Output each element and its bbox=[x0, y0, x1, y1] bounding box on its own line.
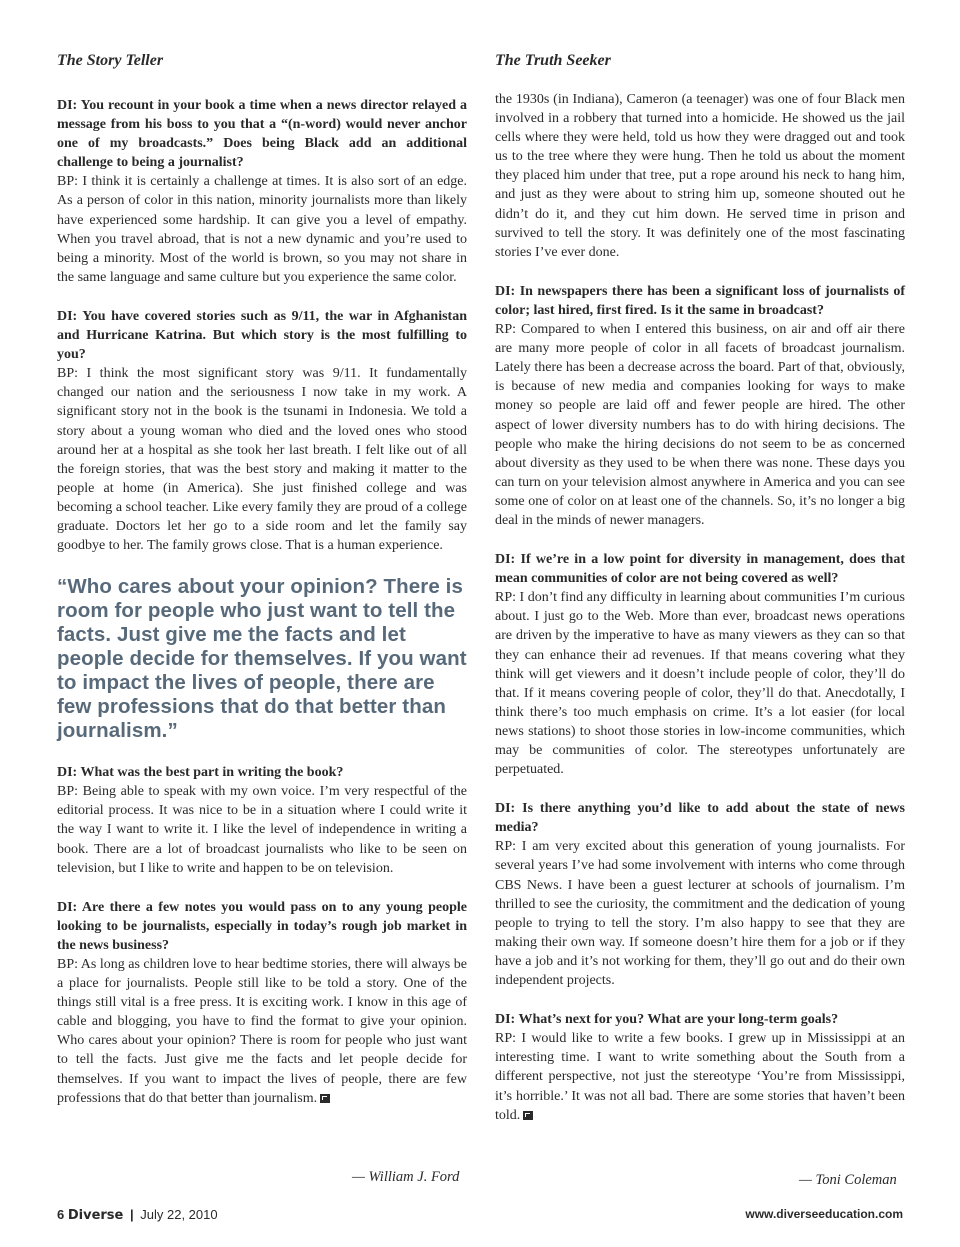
left-column-title: The Story Teller bbox=[57, 52, 164, 69]
pull-quote: “Who cares about your opinion? There is room for people who just want to tell the facts. Just give me the facts and let people decide for themselves. If you want to impact the lives of people, there are few professions that do that better than journalism.” bbox=[57, 575, 467, 743]
qa-block bbox=[57, 307, 467, 555]
folio-separator: | bbox=[130, 1207, 134, 1222]
qa-block bbox=[495, 1010, 905, 1125]
right-signature: — Toni Coleman bbox=[799, 1172, 897, 1188]
answer-with-endmark bbox=[495, 1029, 905, 1124]
answer: BP: I think it is certainly a challenge at times. It is also sort of an edge. As a person of color in this nation, minority journalists more than likely have experienced some hardship. It can give you a level of empathy. When you travel abroad, that is not a new dynamic and you’re used to being a minority. Most of the world is brown, so you may not share in the same language and same culture but you experience the same color. bbox=[57, 174, 467, 285]
answer: RP: I would like to write a few books. I grew up in Mississippi at an interesting time. I want to write something about the South from a different perspective, not just the stereotype ‘You’re from Mississippi, it’s horrible.’ It was not all bad. There are some stories that haven’t been told. bbox=[495, 1031, 905, 1123]
left-signature: — William J. Ford bbox=[352, 1169, 460, 1185]
footer-url: www.diverseeducation.com bbox=[745, 1207, 903, 1221]
question: DI: You have covered stories such as 9/11, the war in Afghanistan and Hurricane Katrina. But which story is the most fulfilling to you? bbox=[57, 308, 467, 363]
right-column-title: The Truth Seeker bbox=[495, 52, 611, 69]
footer-folio bbox=[57, 1207, 218, 1223]
magazine-name: Diverse bbox=[67, 1208, 124, 1223]
qa-block bbox=[57, 898, 467, 1108]
question: DI: Are there a few notes you would pass on to any young people looking to be journalists, especially in today’s rough job market in the news business? bbox=[57, 899, 467, 953]
qa-block bbox=[495, 799, 905, 990]
qa-block bbox=[495, 550, 905, 779]
answer: BP: Being able to speak with my own voice. I’m very respectful of the editorial process. It was nice to be in a situation where I could write it the way I want to write it. I like the level of independence in writing a book. There are a lot of broadcast journalists who like to be seen on television, but I like to write and happen to be on television. bbox=[57, 784, 467, 876]
answer: BP: I think the most significant story was 9/11. It fundamentally changed our nation and the seriousness I now take in my work. A significant story not in the book is the tsunami in Indonesia. We told a story about a young woman who died and the loved ones who stood around her at a hospital as she took her last breath. I felt like out of all the foreign stories, that was the best story and making it matter to the people at home (in America). She just finished college and was becoming a school teacher. Like every family they are proud of a college graduate. Doctors let her go to a side room and let the family say goodbye to her. The family grows close. That is a human experience. bbox=[57, 366, 467, 554]
question: DI: What’s next for you? What are your long-term goals? bbox=[495, 1012, 839, 1028]
qa-block bbox=[57, 763, 467, 878]
answer: BP: As long as children love to hear bedtime stories, there will always be a place for journalists. People still like to be told a story. One of the things still vital is a free press. It is exciting work. I know in this age of cable and blogging, you have to find the format to give your opinion. Who cares about your opinion? There is room for people who just want to tell the facts. Just give me the facts and let people decide for themselves. If you want to impact the lives of people, there are few professions that do that better than journalism. bbox=[57, 957, 467, 1106]
question: DI: Is there anything you’d like to add about the state of news media? bbox=[495, 801, 905, 836]
answer-with-endmark bbox=[57, 955, 467, 1108]
qa-block bbox=[495, 282, 905, 530]
question: DI: If we’re in a low point for diversity in management, does that mean communities of color are not being covered as well? bbox=[495, 552, 905, 587]
end-of-story-icon bbox=[320, 1094, 330, 1103]
question: DI: You recount in your book a time when a news director relayed a message from his boss to you that a “(n-word) would never anchor one of my broadcasts.” Does being Black add an additional challenge to being a journalist? bbox=[57, 98, 467, 171]
answer: RP: I don’t find any difficulty in learning about communities I’m curious about. I just go to the Web. More than ever, broadcast news operations are driven by the imperative to have as many viewers as they can so that they can enhance their ad revenues. If that means covering what they think will get viewers and it doesn’t include people of color, they’ll do that. If it means covering people of color, they’ll do that. Anecdotally, I think there’s too much emphasis on crime. It’s a lot easier (for local news stations) to shoot those stories in low-income communities, which may be communities of color. The stereotypes unfortunately are perpetuated. bbox=[495, 590, 905, 778]
issue-date: July 22, 2010 bbox=[140, 1207, 218, 1222]
end-of-story-icon bbox=[523, 1111, 533, 1120]
answer: RP: Compared to when I entered this business, on air and off air there are many more people of color in all facets of broadcast journalism. Lately there has been a decrease across the board. Part of that, obviously, is because of new media and companies looking for ways to make money so people are laid off and fewer people are hired. The other aspect of lower diversity numbers has to do with hiring decisions. The people who make the hiring decisions do not seem to be as concerned about diversity as they used to be when there was none. These days you can turn on your television almost anywhere in America and you can see some one of color on at least one of the channels. So, it’s no longer a big deal in the minds of newer managers. bbox=[495, 322, 905, 528]
left-column bbox=[57, 52, 467, 1128]
question: DI: What was the best part in writing the book? bbox=[57, 765, 344, 781]
answer: RP: I am very excited about this generation of young journalists. For several years I’ve had some involvement with interns who come through CBS News. I have been a guest lecturer at schools of journalism. I’m thrilled to see the curiosity, the commitment and the dedication of young people to trying to tell the story. I’m also happy to see that they are making their own way. If someone doesn’t hire them for a job or if they have a job and it’s not working for them, they’ll go out and do their own independent projects. bbox=[495, 839, 905, 989]
qa-block bbox=[57, 96, 467, 287]
continued-text: the 1930s (in Indiana), Cameron (a teenager) was one of four Black men involved in a robbery that turned into a homicide. He showed us the jail cells where they were held, told us how they were dragged out and took us to the tree where they were hung. Then he told us about the moment they placed him under that tree, put a rope around his neck to hang him, and just as they were about to string him up, someone shouted out he didn’t do it, and they cut him down. He served time in prison and survived to tell the story. It was definitely one of the most fascinating stories I’ve ever done. bbox=[495, 92, 905, 260]
right-column bbox=[495, 52, 905, 1145]
page-number: 6 bbox=[57, 1207, 65, 1222]
question: DI: In newspapers there has been a significant loss of journalists of color; last hired, first fired. Is it the same in broadcast? bbox=[495, 283, 905, 318]
